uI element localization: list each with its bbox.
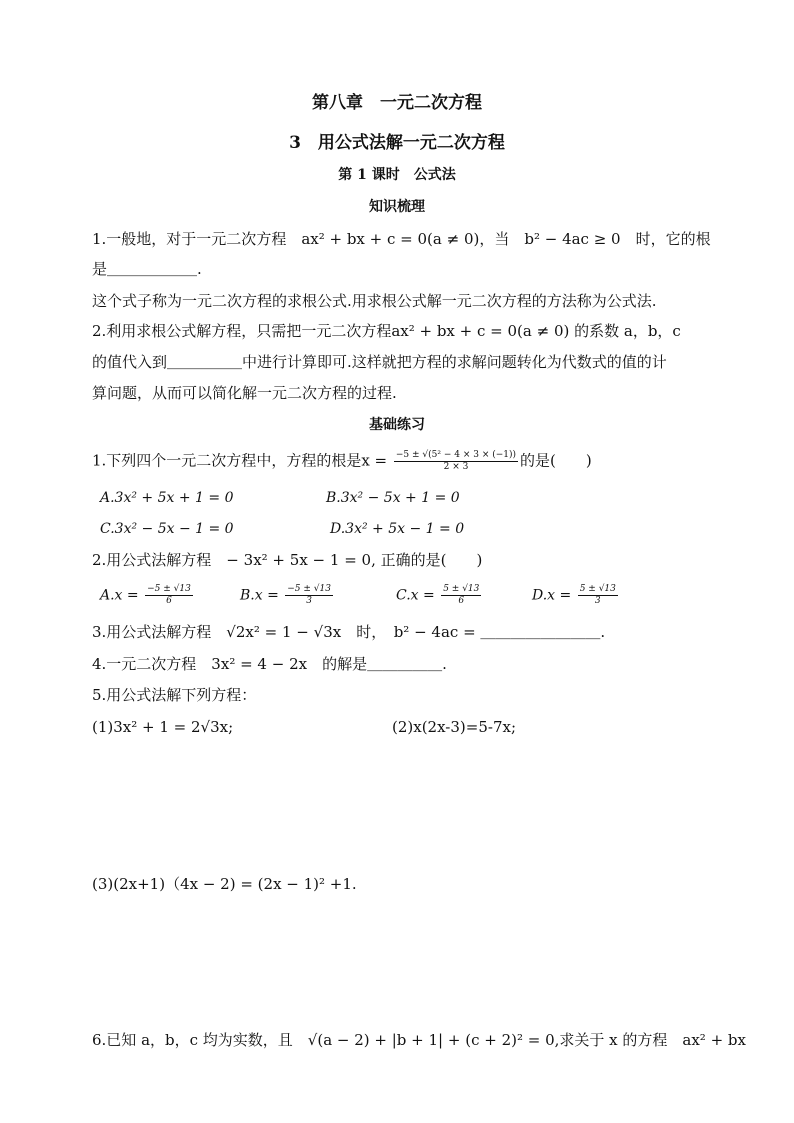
question-2-option-a-fraction	[145, 584, 193, 607]
question-1-numerator: −5 ± √(5² − 4 × 3 × (−1))	[395, 450, 517, 460]
section-title: 3 用公式法解一元二次方程	[289, 133, 505, 153]
question-5-part-1: (1)3x² + 1 = 2√3x;	[92, 718, 234, 736]
question-1-option-c: C.3x² − 5x − 1 = 0	[100, 521, 234, 537]
question-2-option-c	[396, 584, 483, 607]
knowledge-item1-line1: 1.一般地，对于一元二次方程 ax² + bx + c = 0(a ≠ 0)，当 b² − 4ac ≥ 0 时，它的根	[92, 230, 711, 248]
knowledge-item2-line3: 算问题，从而可以简化解一元二次方程的过程.	[92, 384, 397, 402]
question-2-option-c-fraction	[441, 584, 481, 607]
question-2-option-d-numerator: 5 ± √13	[579, 584, 616, 594]
question-1-prefix: 1.下列四个一元二次方程中，方程的根是x =	[92, 451, 392, 470]
question-2-option-d-denominator: 3	[594, 596, 601, 606]
question-5: 5.用公式法解下列方程：	[92, 686, 257, 704]
question-2-option-a-numerator: −5 ± √13	[147, 584, 191, 594]
practice-heading: 基础练习	[369, 417, 425, 433]
question-2-option-d-fraction	[578, 584, 618, 607]
knowledge-item2-line2: 的值代入到＿＿＿＿＿中进行计算即可.这样就把方程的求解问题转化为代数式的值的计	[92, 353, 667, 371]
question-4: 4.一元二次方程 3x² = 4 − 2x 的解是＿＿＿＿＿.	[92, 655, 447, 673]
question-2-option-c-numerator: 5 ± √13	[443, 584, 480, 594]
question-2-option-b-label: B.x =	[240, 587, 284, 604]
question-3: 3.用公式法解方程 √2x² = 1 − √3x 时， b² − 4ac = ＿＿＿＿＿＿＿＿.	[92, 623, 606, 641]
question-2-option-a	[100, 584, 195, 607]
question-2-option-d-label: D.x =	[532, 587, 576, 604]
question-2-option-b-denominator: 3	[306, 596, 312, 606]
question-2-option-a-label: A.x =	[100, 587, 144, 604]
question-1	[92, 450, 592, 473]
lesson-title: 第 1 课时 公式法	[338, 167, 456, 183]
knowledge-item1-line2: 是＿＿＿＿＿＿.	[92, 260, 202, 278]
question-1-option-d: D.3x² + 5x − 1 = 0	[330, 521, 465, 537]
question-1-option-a: A.3x² + 5x + 1 = 0	[100, 490, 234, 506]
question-5-part-2: (2)x(2x-3)=5-7x;	[392, 718, 516, 736]
question-1-option-b: B.3x² − 5x + 1 = 0	[326, 490, 460, 506]
question-2-option-b-fraction	[285, 584, 333, 607]
knowledge-heading: 知识梳理	[369, 199, 425, 215]
question-1-suffix: 的是( )	[520, 451, 592, 470]
question-2: 2.用公式法解方程 − 3x² + 5x − 1 = 0, 正确的是( )	[92, 551, 483, 569]
chapter-title: 第八章 一元二次方程	[312, 93, 482, 113]
knowledge-item1-line3: 这个式子称为一元二次方程的求根公式.用求根公式解一元二次方程的方法称为公式法.	[92, 292, 657, 310]
question-5-part-3: (3)(2x+1)（4x − 2) = (2x − 1)² +1.	[92, 875, 357, 893]
question-2-option-d	[532, 584, 620, 607]
question-1-fraction	[394, 450, 518, 473]
question-2-option-b-numerator: −5 ± √13	[287, 584, 331, 594]
question-2-option-b	[240, 584, 335, 607]
question-1-denominator: 2 × 3	[443, 462, 469, 472]
question-2-option-c-label: C.x =	[396, 587, 440, 604]
question-2-option-c-denominator: 6	[458, 596, 465, 606]
question-6: 6.已知 a，b，c 均为实数，且 √(a − 2) + |b + 1| + (c + 2)² = 0,求关于 x 的方程 ax² + bx	[92, 1031, 746, 1049]
question-2-option-a-denominator: 6	[166, 596, 172, 606]
knowledge-item2-line1: 2.利用求根公式解方程，只需把一元二次方程ax² + bx + c = 0(a ≠ 0) 的系数 a，b，c	[92, 322, 681, 340]
